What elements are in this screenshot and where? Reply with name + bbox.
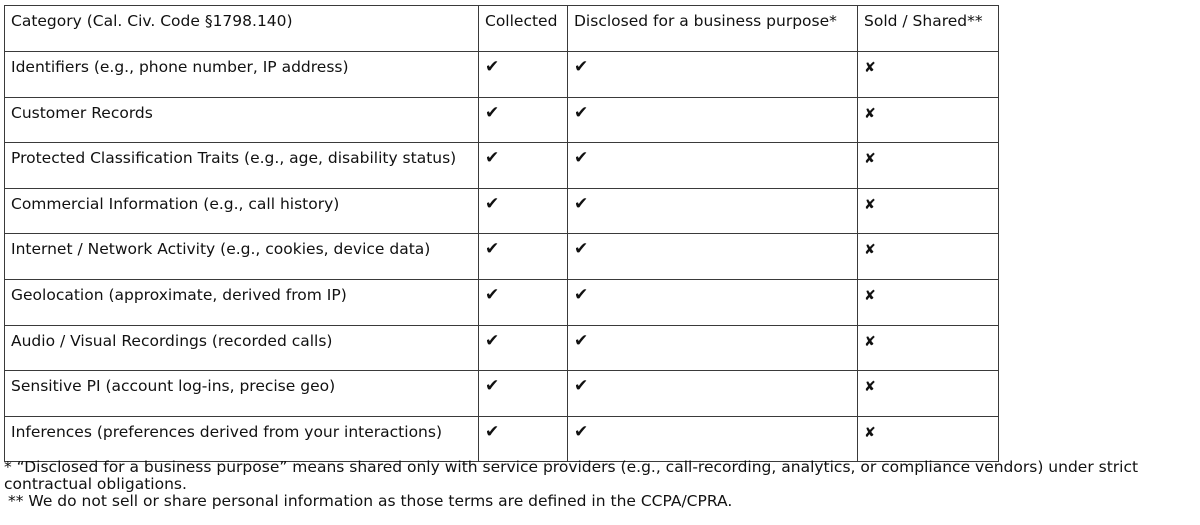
- category-cell: [5, 143, 479, 189]
- sold-cell: [858, 52, 999, 98]
- disclosed-check-icon: ✔: [574, 421, 589, 442]
- collected-cell: [479, 371, 568, 417]
- category-label: Protected Classification Traits (e.g., age, disability status): [11, 149, 457, 168]
- category-label: Sensitive PI (account log-ins, precise geo): [11, 377, 336, 396]
- disclosed-cell: [568, 279, 858, 325]
- category-cell: [5, 371, 479, 417]
- collected-check-icon: ✔: [485, 57, 500, 77]
- sold-cell: [858, 279, 999, 325]
- collected-cell: [479, 234, 568, 280]
- category-label: Customer Records: [11, 103, 153, 122]
- sold-cross-icon: ✘: [864, 60, 876, 76]
- sold-cell: [858, 416, 999, 462]
- table-row: [5, 325, 999, 371]
- disclosed-check-icon: ✔: [574, 57, 589, 77]
- collected-check-icon: ✔: [485, 239, 500, 260]
- category-cell: [5, 325, 479, 371]
- table-row: [5, 52, 999, 98]
- sold-cell: [858, 188, 999, 234]
- table-body: [5, 52, 999, 462]
- category-cell: [5, 52, 479, 98]
- disclosed-check-icon: ✔: [574, 148, 589, 169]
- collected-cell: [479, 416, 568, 462]
- sold-cross-icon: ✘: [864, 105, 876, 122]
- table-row: [5, 279, 999, 325]
- disclosed-check-icon: ✔: [574, 330, 589, 351]
- disclosed-check-icon: ✔: [574, 102, 589, 123]
- sold-cell: [858, 143, 999, 189]
- disclosed-cell: [568, 52, 858, 98]
- table-row: [5, 234, 999, 280]
- category-cell: [5, 234, 479, 280]
- sold-cell: [858, 234, 999, 280]
- disclosed-cell: [568, 143, 858, 189]
- collected-check-icon: ✔: [485, 102, 500, 123]
- category-label: Commercial Information (e.g., call history): [11, 194, 340, 213]
- category-label: Inferences (preferences derived from your interactions): [11, 422, 442, 441]
- collected-check-icon: ✔: [485, 421, 500, 442]
- sold-cross-icon: ✘: [864, 151, 876, 168]
- collected-cell: [479, 52, 568, 98]
- disclosed-cell: [568, 371, 858, 417]
- sold-cross-icon: ✘: [864, 424, 876, 441]
- disclosed-check-icon: ✔: [574, 239, 589, 260]
- category-cell: [5, 279, 479, 325]
- sold-cell: [858, 325, 999, 371]
- disclosed-cell: [568, 325, 858, 371]
- collected-check-icon: ✔: [485, 330, 500, 351]
- header-collected: Collected: [479, 6, 568, 52]
- disclosed-check-icon: ✔: [574, 193, 589, 214]
- header-sold-shared: Sold / Shared**: [858, 6, 999, 52]
- table-row: [5, 97, 999, 143]
- disclosed-cell: [568, 416, 858, 462]
- footnotes: [4, 459, 1196, 510]
- disclosed-check-icon: ✔: [574, 376, 589, 397]
- collected-check-icon: ✔: [485, 284, 500, 305]
- sold-cross-icon: ✘: [864, 379, 876, 396]
- collected-cell: [479, 279, 568, 325]
- collected-check-icon: ✔: [485, 148, 500, 169]
- header-disclosed: Disclosed for a business purpose*: [568, 6, 858, 52]
- category-label: Geolocation (approximate, derived from IP): [11, 285, 347, 304]
- disclosed-cell: [568, 188, 858, 234]
- disclosed-cell: [568, 97, 858, 143]
- category-cell: [5, 97, 479, 143]
- table-row: [5, 188, 999, 234]
- table-row: [5, 416, 999, 462]
- category-cell: [5, 188, 479, 234]
- collected-check-icon: ✔: [485, 193, 500, 214]
- sold-cross-icon: ✘: [864, 242, 876, 259]
- table-row: [5, 143, 999, 189]
- disclosed-cell: [568, 234, 858, 280]
- footnote-disclosed-definition: * “Disclosed for a business purpose” means shared only with service providers (e.g., call-recording, analytics, or compliance vendors) under strict contractual obligations.: [4, 458, 1139, 493]
- table-row: [5, 371, 999, 417]
- table-header-row: [5, 6, 999, 52]
- ccpa-disclosure-table: [4, 5, 999, 462]
- category-cell: [5, 416, 479, 462]
- collected-cell: [479, 188, 568, 234]
- collected-cell: [479, 325, 568, 371]
- header-category: Category (Cal. Civ. Code §1798.140): [5, 6, 479, 52]
- category-label: Internet / Network Activity (e.g., cookies, device data): [11, 240, 431, 259]
- disclosed-check-icon: ✔: [574, 284, 589, 305]
- sold-cell: [858, 97, 999, 143]
- collected-check-icon: ✔: [485, 376, 500, 397]
- category-label: Audio / Visual Recordings (recorded calls): [11, 331, 333, 350]
- sold-cross-icon: ✘: [864, 287, 876, 304]
- sold-cross-icon: ✘: [864, 333, 876, 350]
- footnote-no-sale: ** We do not sell or share personal information as those terms are defined in the CCPA/CPRA.: [8, 492, 733, 510]
- sold-cell: [858, 371, 999, 417]
- collected-cell: [479, 143, 568, 189]
- category-label: Identifiers (e.g., phone number, IP address): [11, 58, 349, 76]
- collected-cell: [479, 97, 568, 143]
- sold-cross-icon: ✘: [864, 196, 876, 213]
